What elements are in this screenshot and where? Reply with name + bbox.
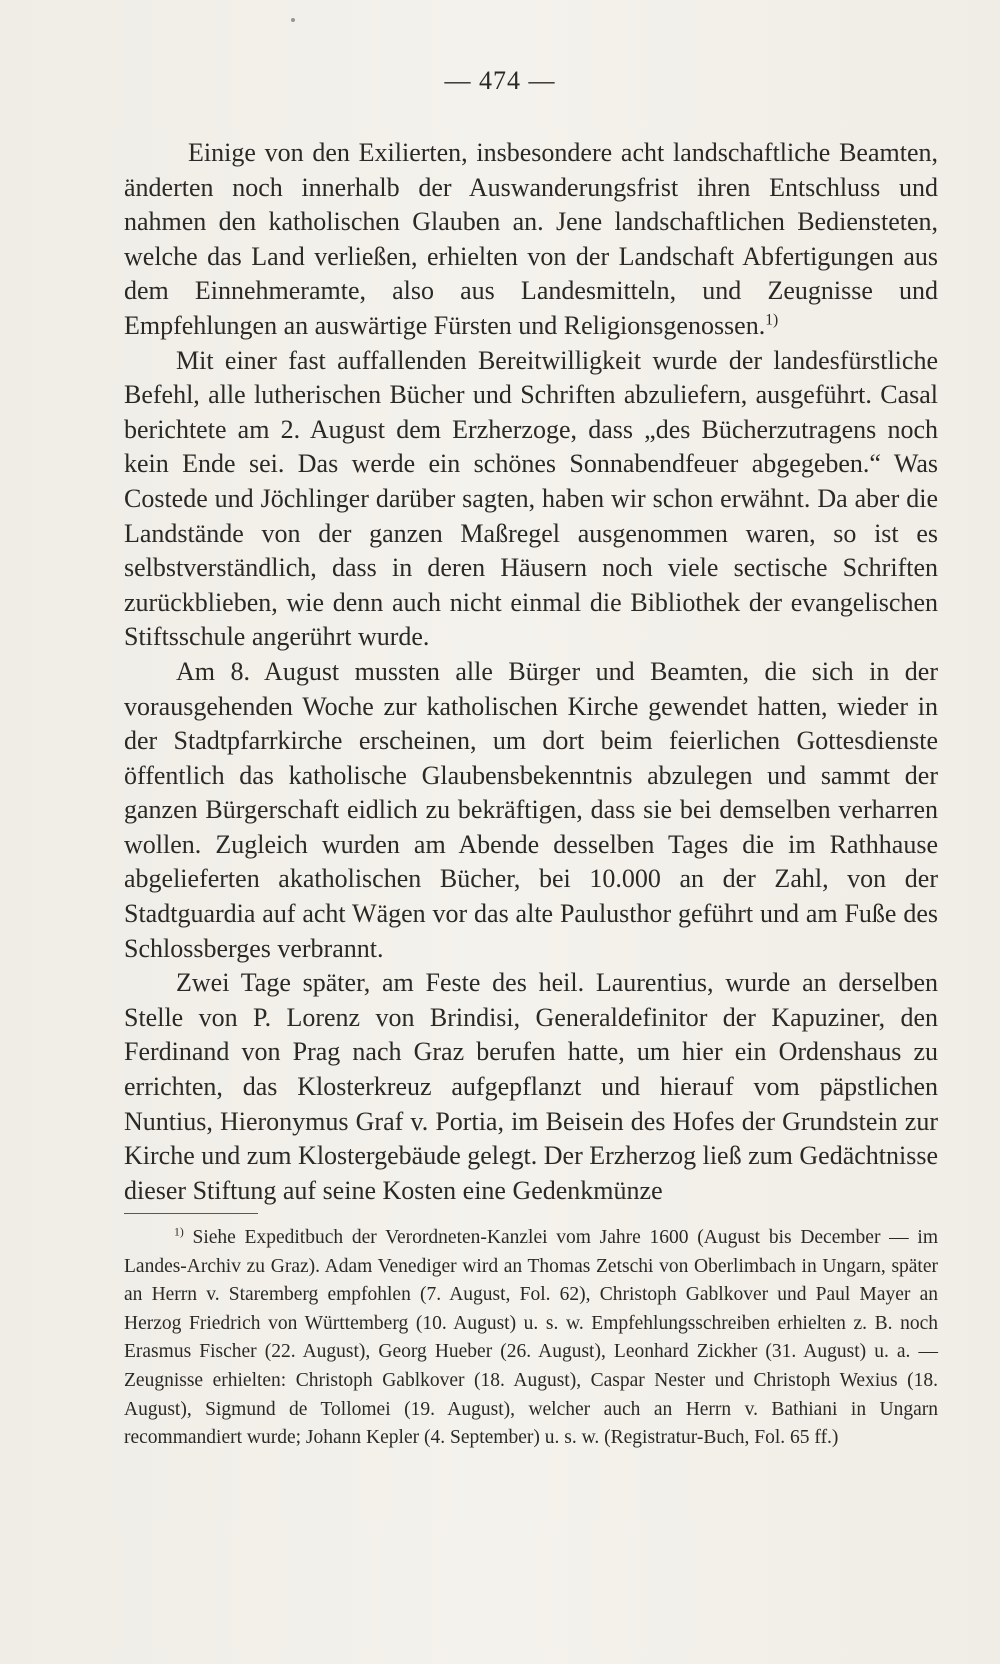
- page-number: — 474 —: [444, 66, 556, 95]
- footnote-marker: 1): [174, 1225, 184, 1239]
- paragraph-4: Zwei Tage später, am Feste des heil. Laurentius, wurde an derselben Stelle von P. Lorenz von Brindisi, Generaldefinitor der Kapuziner, den Ferdinand von Prag nach Graz berufen hatte, um hier ein Ordenshaus zu errichten, das Klosterkreuz aufgepflanzt und hierauf vom päpstlichen Nuntius, Hieronymus Graf v. Portia, im Beisein des Hofes der Grundstein zur Kirche und zum Klostergebäude gelegt. Der Erzherzog ließ zum Gedächtnisse dieser Stiftung auf seine Kosten eine Gedenkmünze: [124, 968, 938, 1205]
- paragraph-1: [124, 136, 938, 344]
- footnote-divider: [124, 1213, 258, 1214]
- ink-speck: [291, 18, 295, 22]
- main-text: [124, 136, 938, 1208]
- paragraph-2: Mit einer fast auffallenden Bereitwilligkeit wurde der landesfürstliche Befehl, alle lutherischen Bücher und Schriften abzuliefern, ausgeführt. Casal berichtete am 2. August dem Erzherzoge, dass „des Bücherzutragens noch kein Ende sei. Das werde ein schönes Sonnabendfeuer abgegeben.“ Was Costede und Jöchlinger darüber sagten, haben wir schon erwähnt. Da aber die Landstände von der ganzen Maßregel ausgenommen waren, so ist es selbstverständlich, dass in deren Häusern noch viele sectische Schriften zurückblieben, wie denn auch nicht einmal die Bibliothek der evangelischen Stiftsschule angerührt wurde.: [124, 345, 938, 652]
- footnote-1: [124, 1224, 938, 1453]
- footnotes: [124, 1224, 938, 1453]
- footnote-1-text: Siehe Expeditbuch der Verordneten-Kanzlei vom Jahre 1600 (August bis December — im Landes-Archiv zu Graz). Adam Venediger wird an Thomas Zetschi von Oberlimbach in Ungarn, später an Herrn v. Staremberg empfohlen (7. August, Fol. 62), Christoph Gablkover und Paul Mayer an Herzog Friedrich von Württemberg (10. August) u. s. w. Empfehlungsschreiben erhielten z. B. noch Erasmus Fischer (22. August), Georg Hueber (26. August), Leonhard Zickher (31. August) u. a. — Zeugnisse erhielten: Christoph Gablkover (18. August), Caspar Nester und Christoph Wexius (18. August), Sigmund de Tollomei (19. August), welcher auch an Herrn v. Bathiani in Ungarn recommandiert wurde; Johann Kepler (4. September) u. s. w. (Registratur-Buch, Fol. 65 ff.): [124, 1227, 938, 1449]
- paragraph-1-text: Einige von den Exilierten, insbesondere acht landschaftliche Beamten, änderten noch innerhalb der Auswanderungsfrist ihren Entschluss und nahmen den katholischen Glauben an. Jene landschaftlichen Bediensteten, welche das Land verließen, erhielten von der Landschaft Abfertigungen aus dem Einnehmeramte, also aus Landesmitteln, und Zeugnisse und Empfehlungen an auswärtige Fürsten und Religionsgenossen.: [124, 138, 938, 340]
- footnote-reference: 1): [765, 311, 779, 329]
- paragraph-3: Am 8. August mussten alle Bürger und Beamten, die sich in der vorausgehenden Woche zur katholischen Kirche gewendet hatten, wieder in der Stadtpfarrkirche erscheinen, um dort beim feierlichen Gottesdienste öffentlich das katholische Glaubensbekenntnis abzulegen und sammt der ganzen Bürgerschaft eidlich zu bekräftigen, dass sie bei demselben verharren wollen. Zugleich wurden am Abende desselben Tages die im Rathhause abgelieferten akatholischen Bücher, bei 10.000 an der Zahl, von der Stadtguardia auf acht Wägen vor das alte Paulusthor geführt und am Fuße des Schlossberges verbrannt.: [124, 656, 938, 963]
